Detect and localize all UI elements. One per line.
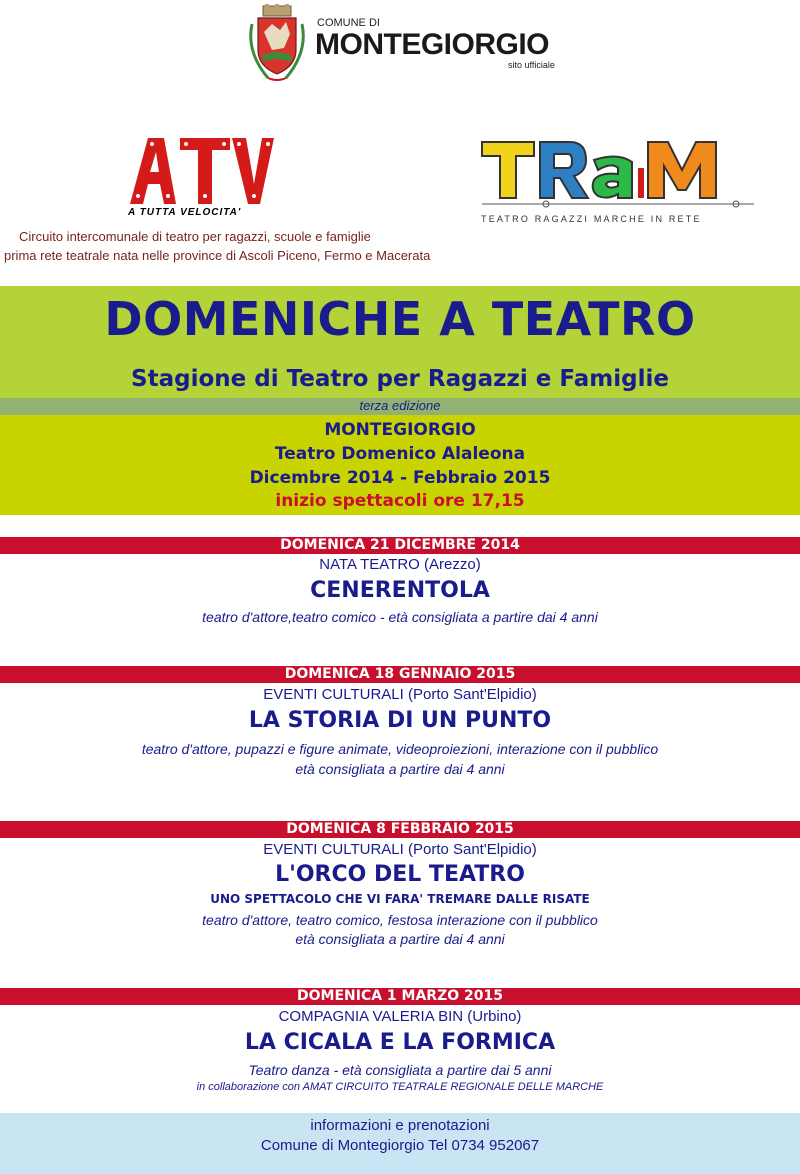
sito-ufficiale-label: sito ufficiale	[508, 60, 555, 70]
season-city: MONTEGIORGIO	[324, 420, 476, 440]
season-title: DOMENICHE A TEATRO	[104, 292, 696, 346]
season-period: Dicembre 2014 - Febbraio 2015	[249, 468, 551, 488]
tram-text: TRaM	[478, 128, 481, 129]
event-title: LA STORIA DI UN PUNTO	[248, 708, 552, 733]
event-date: DOMENICA 21 DICEMBRE 2014	[280, 537, 520, 553]
atv-tagline: A TUTTA VELOCITA'	[128, 207, 242, 218]
comune-crest-icon	[246, 4, 308, 84]
event-company: NATA TEATRO (Arezzo)	[319, 556, 481, 573]
event-title: L'ORCO DEL TEATRO	[275, 862, 525, 887]
season-start-time: inizio spettacoli ore 17,15	[275, 491, 525, 511]
event-age: età consigliata a partire dai 4 anni	[295, 761, 505, 777]
season-subtitle: Stagione di Teatro per Ragazzi e Famiglie	[131, 366, 669, 392]
atv-logo-icon	[126, 132, 276, 210]
event-date: DOMENICA 8 FEBBRAIO 2015	[286, 821, 514, 837]
footer-contact: Comune di Montegiorgio Tel 0734 952067	[260, 1137, 540, 1154]
event-date-bar	[0, 821, 800, 838]
atv-text: ATV	[126, 132, 128, 133]
season-venue: Teatro Domenico Alaleona	[274, 444, 526, 464]
event-age: età consigliata a partire dai 4 anni	[295, 931, 505, 947]
event-tagline: UNO SPETTACOLO CHE VI FARA' TREMARE DALLE RISATE	[210, 892, 590, 906]
event-company: EVENTI CULTURALI (Porto Sant'Elpidio)	[263, 841, 537, 858]
event-collaboration: in collaborazione con AMAT CIRCUITO TEATRALE REGIONALE DELLE MARCHE	[196, 1081, 604, 1093]
event-title: CENERENTOLA	[310, 578, 490, 603]
event-company: COMPAGNIA VALERIA BIN (Urbino)	[278, 1008, 522, 1025]
event-date: DOMENICA 1 MARZO 2015	[297, 988, 503, 1004]
tram-tagline: TEATRO RAGAZZI MARCHE IN RETE	[481, 214, 702, 224]
event-date-bar	[0, 537, 800, 554]
event-date-bar	[0, 988, 800, 1005]
circuit-network-description: prima rete teatrale nata nelle province di Ascoli Piceno, Fermo e Macerata	[4, 248, 431, 263]
event-description: teatro d'attore,teatro comico - età consigliata a partire dai 4 anni	[202, 609, 598, 625]
event-date: DOMENICA 18 GENNAIO 2015	[284, 666, 516, 682]
comune-name: MONTEGIORGIO	[315, 28, 549, 61]
event-description: teatro d'attore, teatro comico, festosa interazione con il pubblico	[202, 912, 598, 928]
season-edition: terza edizione	[359, 398, 441, 413]
footer-info-label: informazioni e prenotazioni	[310, 1117, 490, 1134]
event-date-bar	[0, 666, 800, 683]
tram-logo-icon	[478, 128, 758, 208]
event-title: LA CICALA E LA FORMICA	[244, 1030, 556, 1055]
event-description: teatro d'attore, pupazzi e figure animate, videoproiezioni, interazione con il pubblico	[141, 741, 659, 757]
event-description: Teatro danza - età consigliata a partire dai 5 anni	[248, 1062, 552, 1078]
event-company: EVENTI CULTURALI (Porto Sant'Elpidio)	[263, 686, 537, 703]
comune-prefix: COMUNE DI	[317, 17, 380, 29]
circuit-description: Circuito intercomunale di teatro per ragazzi, scuole e famiglie	[19, 229, 371, 244]
